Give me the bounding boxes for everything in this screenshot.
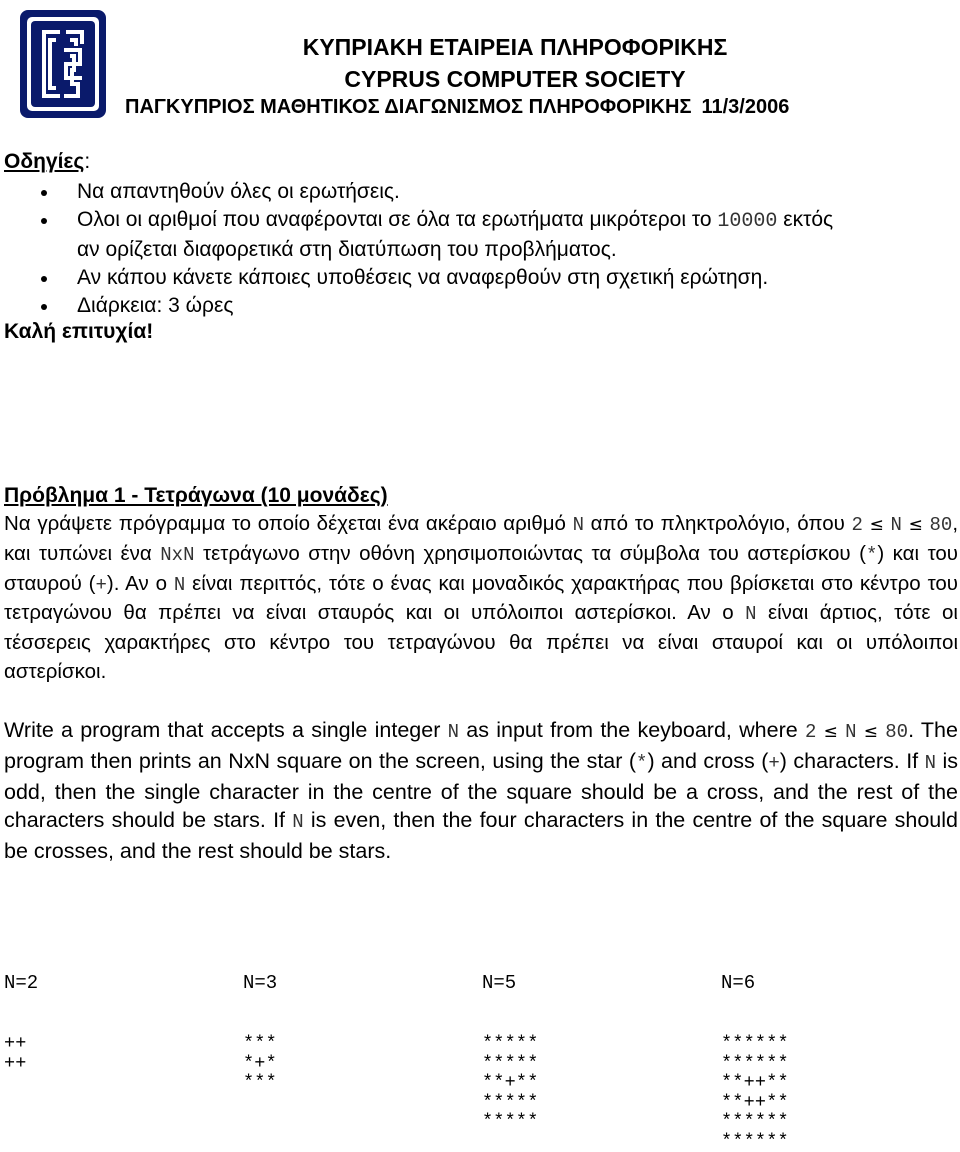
example-n2 (4, 972, 224, 1073)
instructions-colon: : (84, 150, 91, 173)
text-run: ). Αν ο (106, 571, 174, 595)
code-run: N (845, 721, 857, 743)
code-run: 2 (851, 514, 863, 536)
example-n5 (482, 972, 702, 1132)
less-equal-symbol: ≤ (863, 722, 879, 742)
text-run: ) and cross ( (647, 748, 769, 773)
text-run: ) characters. If (779, 748, 925, 773)
code-run: N (173, 573, 186, 596)
good-luck-text: Καλή επιτυχία! (4, 320, 154, 343)
text-run: Write a program that accepts a single integer (4, 718, 448, 742)
ccs-logo-icon (18, 8, 108, 120)
instruction-continuation: αν ορίζεται διαφορετικά στη διατύπωση του προβλήματος. (77, 238, 617, 261)
less-equal-symbol: ≤ (869, 515, 884, 535)
code-run: 80 (929, 514, 953, 536)
text-run: είναι άρτιος, τότε οι τέσσερεις χαρακτήρες στο κέντρο του τετραγώνου θα πρέπει να είναι σταυροί και οι υπόλοιποι αστερίσκοι. (4, 601, 958, 683)
example-label: N=5 (482, 972, 517, 994)
example-output: ++ ++ (4, 1033, 27, 1074)
example-output: *** *+* *** (243, 1033, 277, 1093)
instructions-title: Οδηγίες (4, 150, 85, 173)
code-run: N (292, 811, 304, 834)
text-run: τετράγωνο στην οθόνη χρησιμοποιώντας τα σύμβολα του αστερίσκου ( (194, 541, 866, 565)
example-label: N=2 (4, 972, 39, 994)
instruction-item (77, 292, 957, 320)
text-run: είναι περιττός, τότε ο ένας και μοναδικός χαρακτήρας που βρίσκεται στο κέντρο του τετραγώνου θα πρέπει να είναι σταυρός και οι υπόλοιποι αστερίσκοι. Αν ο (4, 571, 958, 625)
code-run: 2 (804, 721, 817, 743)
code-run: 80 (885, 721, 909, 743)
instruction-code: 10000 (717, 210, 778, 233)
example-n3 (243, 972, 463, 1093)
org-title-english: CYPRUS COMPUTER SOCIETY (344, 66, 686, 92)
problem-description-english (4, 716, 958, 866)
instruction-text: Να απαντηθούν όλες οι ερωτήσεις. (77, 180, 400, 203)
instruction-text: Αν κάπου κάνετε κάποιες υποθέσεις να αναφερθούν στη σχετική ερώτηση. (77, 266, 769, 289)
code-run: N (890, 514, 902, 536)
instruction-item (77, 264, 957, 292)
text-run: as input from the keyboard, where (459, 718, 805, 742)
instruction-text: Διάρκεια: 3 ώρες (77, 294, 234, 317)
text-run: ) και του σταυρού ( (4, 541, 958, 595)
code-run: N (572, 514, 584, 536)
code-run: * (636, 751, 648, 774)
code-run: + (95, 573, 107, 596)
text-run: Να γράψετε πρόγραμμα το οποίο δέχεται ένα ακέραιο αριθμό (4, 512, 573, 535)
less-equal-symbol: ≤ (908, 515, 923, 535)
competition-line (125, 96, 789, 119)
text-run: is odd, then the single character in the centre of the square should be a cross, and the rest of the characters should be stars. If (4, 748, 958, 833)
example-output: ****** ****** **++** **++** ****** ****** (721, 1033, 789, 1152)
less-equal-symbol: ≤ (823, 722, 838, 742)
code-run: N (447, 721, 460, 743)
bullet-icon (41, 190, 47, 196)
instruction-item (77, 178, 957, 206)
bullet-icon (41, 304, 47, 310)
example-label: N=3 (243, 972, 278, 994)
org-title-greek: ΚΥΠΡΙΑΚΗ ΕΤΑΙΡΕΙΑ ΠΛΗΡΟΦΟΡΙΚΗΣ (302, 34, 728, 60)
text-run: , και τυπώνει ένα (4, 512, 959, 565)
instruction-text: Ολοι οι αριθμοί που αναφέρονται σε όλα τα ερωτήματα μικρότεροι το (77, 208, 718, 231)
code-run: N (745, 603, 757, 626)
bullet-icon (41, 218, 47, 224)
instructions-list (0, 178, 957, 320)
instruction-item (77, 206, 957, 264)
example-n6 (721, 972, 941, 1151)
competition-date: 11/3/2006 (701, 96, 790, 118)
example-label: N=6 (721, 972, 756, 994)
bullet-icon (41, 276, 47, 282)
text-run: από το πληκτρολόγιο, όπου (584, 512, 852, 535)
instruction-text: εκτός (777, 208, 834, 231)
competition-name: ΠΑΓΚΥΠΡΙΟΣ ΜΑΘΗΤΙΚΟΣ ΔΙΑΓΩΝΙΣΜΟΣ ΠΛΗΡΟΦΟΡΙΚΗΣ (125, 96, 692, 118)
text-run: is even, then the four characters in the centre of the square should be crosses, and the rest should be stars. (4, 808, 958, 864)
code-run: + (768, 751, 780, 774)
code-run: NxN (160, 543, 195, 566)
example-output: ***** ***** **+** ***** ***** (482, 1033, 539, 1132)
code-run: * (865, 543, 878, 566)
instructions-heading (4, 150, 90, 174)
code-run: N (924, 751, 937, 774)
problem-title: Πρόβλημα 1 - Τετράγωνα (10 μονάδες) (4, 484, 388, 507)
text-run: . The program then prints an NxN square on the screen, using the star ( (4, 718, 958, 773)
problem-description-greek (4, 510, 958, 687)
